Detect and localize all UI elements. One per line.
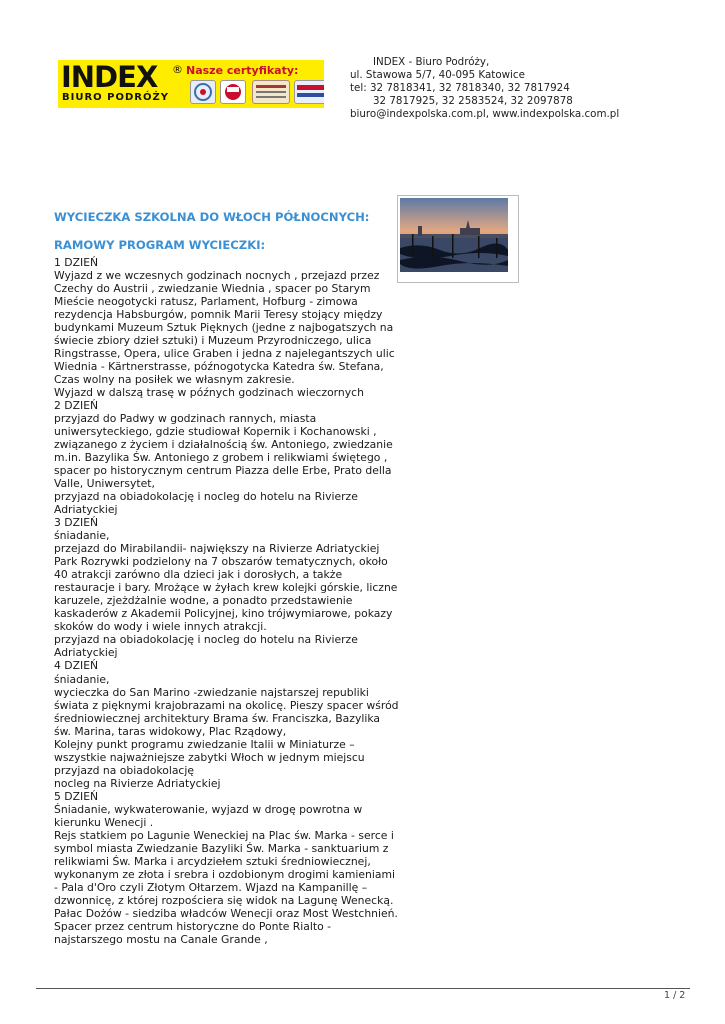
- program-line: 5 DZIEŃ: [54, 789, 99, 803]
- program-line: śniadanie,: [54, 529, 110, 543]
- program-line: wykonanym ze złota i srebra i ozdobionym drogimi kamieniami: [54, 867, 396, 881]
- program-line: nocleg na Rivierze Adriatyckiej: [54, 776, 221, 790]
- program-line: m.in. Bazylika Św. Antoniego z grobem i relikwiami świętego ,: [54, 451, 388, 465]
- program-line: Śniadanie, wykwaterowanie, wyjazd w drogę powrotna w: [54, 802, 363, 816]
- program-line: Pałac Dożów - siedziba władców Wenecji oraz Most Westchnień.: [54, 906, 398, 920]
- program-line: kierunku Wenecji .: [54, 815, 154, 829]
- quality-certificate-badge-icon: [252, 80, 290, 104]
- program-line: świata z pięknymi krajobrazami na okolicę. Pieszy spacer wśród: [54, 698, 399, 712]
- program-line: 3 DZIEŃ: [54, 516, 99, 530]
- program-line: św. Marina, taras widokowy, Plac Rządowy,: [54, 724, 287, 738]
- program-line: Kolejny punkt programu zwiedzanie Italii w Miniaturze –: [54, 737, 355, 751]
- program-line: Valle, Uniwersytet,: [54, 477, 155, 491]
- program-line: przyjazd na obiadokolację i nocleg do hotelu na Rivierze: [54, 490, 358, 504]
- program-line: dzwonnicę, z której rozpościera się widok na Lagunę Wenecką.: [54, 893, 394, 907]
- program-line: rezydencja Habsburgów, pomnik Marii Teresy stojący między: [54, 308, 383, 322]
- program-line: Park Rozrywki podzielony na 7 obszarów tematycznych, około: [54, 555, 388, 569]
- program-line: Wiednia - Kärtnerstrasse, późnogotycka Katedra św. Stefana,: [54, 360, 384, 374]
- logo-subtitle: BIURO PODRÓŻY: [62, 92, 169, 103]
- program-line: związanego z życiem i działalnością św. Antoniego, zwiedzanie: [54, 438, 393, 452]
- program-line: wszystkie najważniejsze zabytki Włoch w jednym miejscu: [54, 750, 365, 764]
- program-line: przyjazd do Padwy w godzinach rannych, miasta: [54, 412, 317, 426]
- program-heading: RAMOWY PROGRAM WYCIECZKI:: [54, 238, 266, 252]
- phone-numbers: tel: 32 7818341, 32 7818340, 32 7817924: [350, 82, 570, 94]
- program-line: budynkami Muzeum Sztuk Pięknych (jedne z najbogatszych na: [54, 321, 394, 335]
- program-line: Spacer przez centrum historyczne do Ponte Rialto -: [54, 919, 332, 933]
- program-line: Wyjazd w dalszą trasę w późnych godzinach wieczornych: [54, 386, 364, 400]
- logo-registered-mark: ®: [172, 63, 183, 76]
- email-website[interactable]: biuro@indexpolska.com.pl, www.indexpolska.com.pl: [350, 108, 620, 120]
- contact-info: [350, 56, 650, 121]
- program-line: 40 atrakcji zarówno dla dzieci jak i dorosłych, a także: [54, 568, 343, 582]
- program-line: Adriatyckiej: [54, 646, 118, 660]
- photo-image: [400, 198, 508, 272]
- company-logo: [58, 60, 324, 108]
- program-line: kaskaderów z Akademii Policyjnej, kino trójwymiarowe, pokazy: [54, 607, 393, 621]
- program-line: świecie zbiory dzieł sztuki) i Muzeum Przyrodniczego, ulica: [54, 334, 372, 348]
- program-body: [54, 256, 399, 946]
- program-line: spacer po historycznym centrum Piazza delle Erbe, Prato della: [54, 464, 392, 478]
- phone-numbers-continued: 32 7817925, 32 2583524, 32 2097878: [373, 95, 573, 107]
- program-line: relikwiami Św. Marka i arcydziełem sztuki średniowiecznej,: [54, 854, 371, 868]
- program-line: skoków do wody i wiele innych atrakcji.: [54, 620, 267, 634]
- program-line: Adriatyckiej: [54, 503, 118, 517]
- program-line: 1 DZIEŃ: [54, 256, 99, 269]
- program-line: uniwersyteckiego, gdzie studiował Kopernik i Kochanowski ,: [54, 425, 377, 439]
- program-line: Mieście neogotycki ratusz, Parlament, Hofburg - zimowa: [54, 295, 358, 309]
- program-line: restauracje i bary. Mrożące w żyłach krew kolejki górskie, liczne: [54, 581, 398, 595]
- company-address: ul. Stawowa 5/7, 40-095 Katowice: [350, 69, 525, 81]
- page-number: 1 / 2: [664, 990, 686, 1001]
- pit-badge-icon: [190, 80, 216, 104]
- program-line: - Pala d'Oro czyli Złotym Ołtarzem. Wjazd na Kampanillę –: [54, 880, 368, 894]
- program-line: średniowiecznej architektury Brama św. Franciszka, Bazylika: [54, 711, 381, 725]
- program-line: Rejs statkiem po Lagunie Weneckiej na Plac św. Marka - serce i: [54, 828, 394, 842]
- company-name: INDEX - Biuro Podróży,: [373, 56, 490, 68]
- footer-divider: [36, 988, 690, 989]
- certificates-label: Nasze certyfikaty:: [186, 64, 299, 77]
- venice-gondolas-photo: [397, 195, 519, 283]
- program-line: przyjazd na obiadokolację: [54, 763, 195, 777]
- polish-flag-badge-icon: [220, 80, 246, 104]
- page-title: WYCIECZKA SZKOLNA DO WŁOCH PÓŁNOCNYCH:: [54, 210, 370, 224]
- program-line: 2 DZIEŃ: [54, 399, 99, 413]
- program-line: Czechy do Austrii , zwiedzanie Wiednia , spacer po Starym: [54, 282, 371, 296]
- program-line: 4 DZIEŃ: [54, 659, 99, 673]
- rzetelna-firma-badge-icon: [294, 80, 324, 104]
- program-line: najstarszego mostu na Canale Grande ,: [54, 932, 268, 946]
- program-line: Ringstrasse, Opera, ulice Graben i jedna z najelegantszych ulic: [54, 347, 395, 361]
- logo-brand: INDEX: [61, 60, 158, 94]
- program-line: Wyjazd z we wczesnych godzinach nocnych , przejazd przez: [54, 269, 380, 283]
- program-line: Czas wolny na posiłek we własnym zakresie.: [54, 373, 295, 387]
- program-line: symbol miasta Zwiedzanie Bazyliki Św. Marka - sanktuarium z: [54, 841, 389, 855]
- program-line: karuzele, zjeżdżalnie wodne, a ponadto przedstawienie: [54, 594, 353, 608]
- program-line: przejazd do Mirabilandii- największy na Rivierze Adriatyckiej: [54, 542, 380, 556]
- program-line: wycieczka do San Marino -zwiedzanie najstarszej republiki: [54, 685, 369, 699]
- program-line: śniadanie,: [54, 672, 110, 686]
- program-line: przyjazd na obiadokolację i nocleg do hotelu na Rivierze: [54, 633, 358, 647]
